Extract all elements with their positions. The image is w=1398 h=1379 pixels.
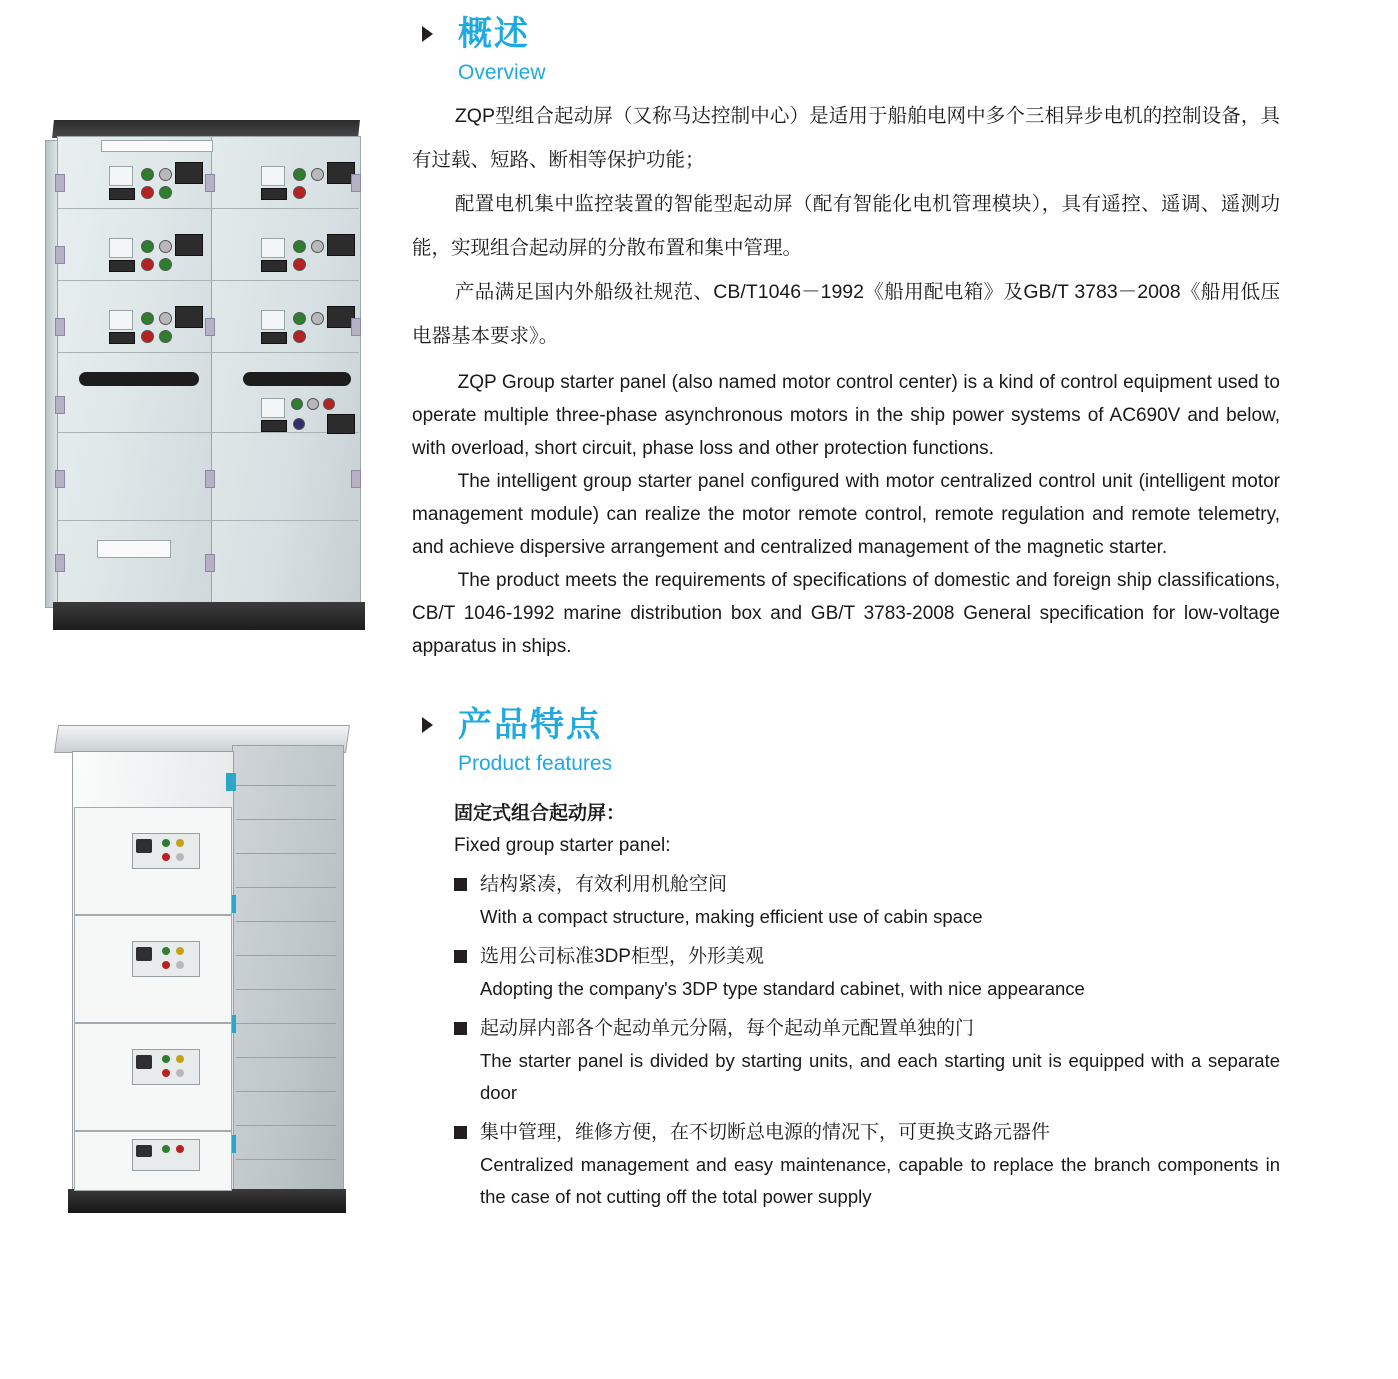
side-slat <box>236 955 336 956</box>
triangle-bullet-icon <box>422 26 433 42</box>
features-list <box>412 797 1280 1213</box>
door-hinge <box>205 174 215 192</box>
overview-paragraph-cn: 配置电机集中监控装置的智能型起动屏（配有智能化电机管理模块），具有遥控、遥调、遥测功能，实现组合起动屏的分散布置和集中管理。 <box>412 193 1280 259</box>
door-hinge <box>55 246 65 264</box>
group-starter-panel-front-photo <box>35 110 375 640</box>
cabinet-plinth <box>53 602 365 630</box>
indicator-window <box>109 238 133 258</box>
square-bullet-icon <box>454 1126 467 1139</box>
door-hinge <box>55 554 65 572</box>
feature-text-cn: 结构紧凑，有效利用机舱空间 <box>480 874 728 895</box>
indicator-window <box>109 310 133 330</box>
green-lamp <box>141 168 154 181</box>
rotary-switch <box>136 1145 152 1157</box>
features-section <box>412 705 1280 1213</box>
overview-section <box>412 14 1280 663</box>
overview-body-cn <box>412 94 1280 358</box>
door-divider <box>211 520 359 593</box>
red-lamp <box>162 1069 170 1077</box>
red-lamp <box>323 398 335 410</box>
door-hinge <box>55 174 65 192</box>
meter <box>175 234 203 256</box>
green-lamp <box>291 398 303 410</box>
door-divider <box>57 432 211 505</box>
red-lamp <box>293 186 306 199</box>
door-handle-bar <box>79 372 199 386</box>
feature-text-cn: 集中管理，维修方便，在不切断总电源的情况下，可更换支路元器件 <box>480 1122 1051 1143</box>
red-lamp <box>162 961 170 969</box>
side-slat <box>236 853 336 854</box>
side-slat <box>236 1023 336 1024</box>
side-slat <box>236 921 336 922</box>
text-column <box>412 0 1280 1213</box>
amber-lamp <box>176 1055 184 1063</box>
green-lamp <box>293 240 306 253</box>
side-slat <box>236 989 336 990</box>
red-lamp <box>141 186 154 199</box>
door-hinge <box>55 396 65 414</box>
red-lamp <box>293 258 306 271</box>
white-lamp <box>159 240 172 253</box>
feature-text-cn: 选用公司标准3DP柜型，外形美观 <box>480 946 764 967</box>
door-hinge <box>205 470 215 488</box>
features-title-en: Product features <box>458 752 613 775</box>
triangle-bullet-icon <box>422 717 433 733</box>
feature-text-en: With a compact structure, making efficient use of cabin space <box>480 906 983 927</box>
feature-text-cn-wrap <box>454 1117 1280 1149</box>
green-lamp <box>159 258 172 271</box>
green-lamp <box>141 312 154 325</box>
side-slat <box>236 785 336 786</box>
feature-item <box>412 941 1280 1005</box>
square-bullet-icon <box>454 878 467 891</box>
fixed-group-starter-cabinet-photo <box>50 715 370 1235</box>
feature-text-cn-wrap <box>454 941 1280 973</box>
selector-knob <box>293 418 305 430</box>
green-lamp <box>162 1145 170 1153</box>
white-lamp <box>311 312 324 325</box>
side-slat <box>236 819 336 820</box>
overview-paragraph-en: The intelligent group starter panel configured with motor centralized control unit (intelligent motor management module) can realize the motor remote control, remote regulation and remote telemetry, and achieve dispersive arrangement and centralized management of the magnetic starter. <box>412 471 1280 558</box>
red-lamp <box>176 1145 184 1153</box>
amber-lamp <box>176 839 184 847</box>
switch-block <box>109 260 135 272</box>
feature-text-en: The starter panel is divided by starting units, and each starting unit is equipped with a separate door <box>480 1050 1280 1103</box>
indicator-window <box>261 166 285 186</box>
feature-text-en: Centralized management and easy maintenance, capable to replace the branch components in the case of not cutting off the total power supply <box>480 1154 1280 1207</box>
features-heading <box>412 705 1280 745</box>
image-column <box>0 0 400 1379</box>
overview-paragraph-cn: 产品满足国内外船级社规范、CB/T1046－1992《船用配电箱》及GB/T 3783－2008《船用低压电器基本要求》。 <box>412 281 1280 347</box>
indicator-window <box>109 166 133 186</box>
feature-text-en: Adopting the company's 3DP type standard cabinet, with nice appearance <box>480 978 1085 999</box>
square-bullet-icon <box>454 1022 467 1035</box>
green-lamp <box>293 168 306 181</box>
switch-block <box>109 188 135 200</box>
red-lamp <box>293 330 306 343</box>
rotary-switch <box>136 839 152 853</box>
white-lamp <box>311 240 324 253</box>
feature-item <box>412 1117 1280 1213</box>
door-hinge <box>205 554 215 572</box>
green-lamp <box>159 330 172 343</box>
green-lamp <box>162 839 170 847</box>
door-hinge <box>351 174 361 192</box>
indicator-window <box>261 310 285 330</box>
overview-paragraph-en: The product meets the requirements of specifications of domestic and foreign ship classifications, CB/T 1046-1992 marine distribution box and GB/T 3783-2008 General specification for low-voltage apparatus in ships. <box>412 570 1280 657</box>
side-slat <box>236 887 336 888</box>
door-hinge <box>351 470 361 488</box>
feature-item <box>412 1013 1280 1109</box>
door-divider <box>211 432 359 505</box>
square-bullet-icon <box>454 950 467 963</box>
features-subtitle-en: Fixed group starter panel: <box>454 835 671 856</box>
green-lamp <box>162 947 170 955</box>
rotary-switch <box>136 1055 152 1069</box>
meter <box>327 414 355 434</box>
door-divider <box>57 352 211 425</box>
door-hinge <box>351 318 361 336</box>
latch-tab <box>226 773 236 791</box>
door-hinge <box>55 318 65 336</box>
white-lamp <box>176 853 184 861</box>
feature-text-cn-wrap <box>454 1013 1280 1045</box>
rotary-switch <box>136 947 152 961</box>
red-lamp <box>141 330 154 343</box>
side-slat <box>236 1125 336 1126</box>
features-subtitle-cn: 固定式组合起动屏： <box>454 803 626 824</box>
switch-block <box>261 188 287 200</box>
door-hinge <box>205 318 215 336</box>
switch-block <box>109 332 135 344</box>
green-lamp <box>162 1055 170 1063</box>
feature-item <box>412 869 1280 933</box>
white-lamp <box>176 961 184 969</box>
overview-title-cn: 概述 <box>458 15 530 53</box>
meter <box>175 162 203 184</box>
meter <box>327 234 355 256</box>
indicator-window <box>261 398 285 418</box>
cabinet-nameplate <box>101 140 213 152</box>
switch-block <box>261 260 287 272</box>
cabinet-data-plate <box>97 540 171 558</box>
white-lamp <box>159 168 172 181</box>
overview-paragraph-en: ZQP Group starter panel (also named motor control center) is a kind of control equipment used to operate multiple three-phase asynchronous motors in the ship power systems of AC690V and below, with overload, short circuit, phase loss and other protection functions. <box>412 372 1280 459</box>
green-lamp <box>293 312 306 325</box>
green-lamp <box>141 240 154 253</box>
door-handle-bar <box>243 372 351 386</box>
side-slat <box>236 1057 336 1058</box>
white-lamp <box>159 312 172 325</box>
meter <box>175 306 203 328</box>
red-lamp <box>141 258 154 271</box>
side-slat <box>236 1159 336 1160</box>
feature-text-cn: 起动屏内部各个起动单元分隔，每个起动单元配置单独的门 <box>480 1018 975 1039</box>
white-lamp <box>176 1069 184 1077</box>
door-hinge <box>55 470 65 488</box>
amber-lamp <box>176 947 184 955</box>
white-lamp <box>311 168 324 181</box>
green-lamp <box>159 186 172 199</box>
overview-paragraph-cn: ZQP型组合起动屏（又称马达控制中心）是适用于船舶电网中多个三相异步电机的控制设备，具有过载、短路、断相等保护功能； <box>412 105 1280 171</box>
side-slat <box>236 1091 336 1092</box>
switch-block <box>261 332 287 344</box>
cabinet-side-panel <box>232 745 344 1199</box>
red-lamp <box>162 853 170 861</box>
indicator-window <box>261 238 285 258</box>
features-title-cn: 产品特点 <box>458 706 602 744</box>
overview-body-en <box>412 366 1280 663</box>
switch-block <box>261 420 287 432</box>
overview-title-en: Overview <box>458 61 546 84</box>
cabinet-base <box>68 1189 346 1213</box>
white-lamp <box>307 398 319 410</box>
overview-heading <box>412 14 1280 54</box>
feature-text-cn-wrap <box>454 869 1280 901</box>
